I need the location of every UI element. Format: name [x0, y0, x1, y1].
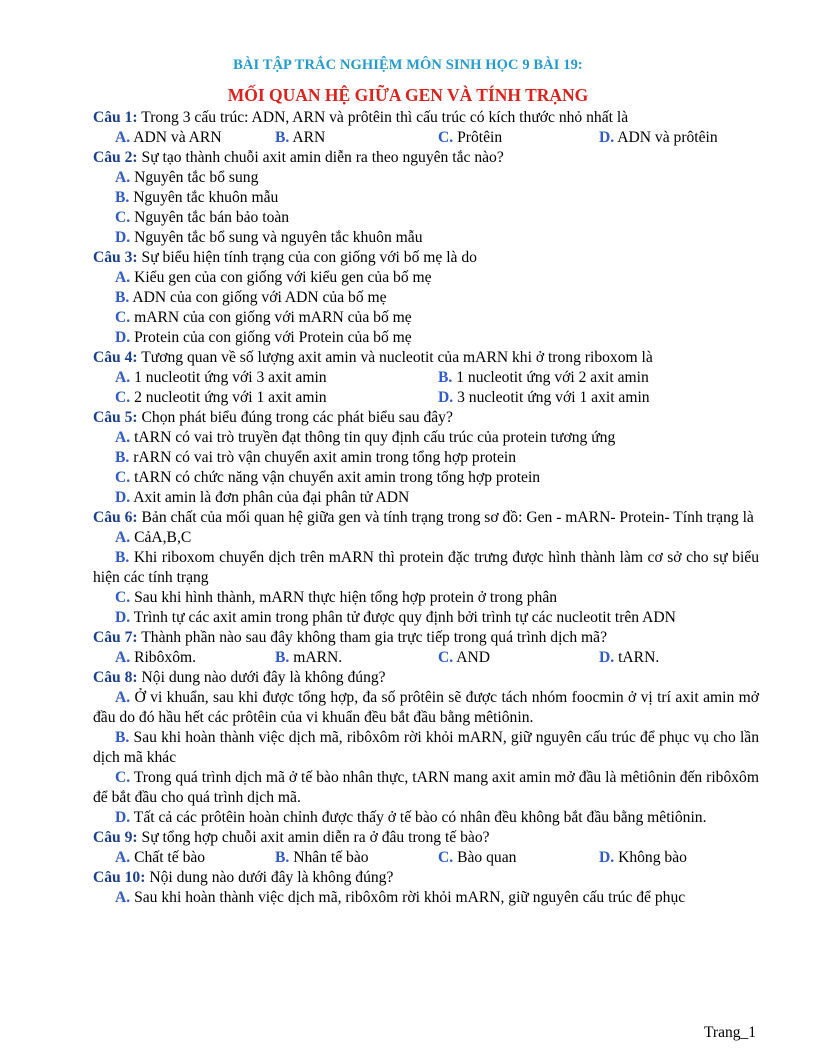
option-text: ADN và prôtêin — [617, 129, 718, 146]
option-letter: B. — [115, 549, 130, 566]
option-row — [93, 388, 759, 408]
option-text: Không bào — [618, 849, 687, 866]
option-text: AND — [456, 649, 491, 666]
option-d[interactable] — [599, 648, 659, 668]
option-row — [93, 128, 759, 148]
option-letter: A. — [115, 849, 131, 866]
option-text: Sau khi hoàn thành việc dịch mã, ribôxôm rời khỏi mARN, giữ nguyên cấu trúc để phục vụ cho lần dịch mã khác — [93, 729, 759, 766]
option-a[interactable] — [93, 168, 759, 188]
option-c[interactable] — [438, 648, 599, 668]
question-3 — [93, 248, 759, 268]
option-a[interactable] — [93, 268, 759, 288]
option-text: Ở vi khuẩn, sau khi được tổng hợp, đa số prôtêin sẽ được tách nhóm foocmin ở vị trí axit amin mở đầu do đó hầu hết các prôtêin của vi khuẩn đều bắt đầu bằng mêtiônin. — [93, 689, 759, 726]
document-title: BÀI TẬP TRẮC NGHIỆM MÔN SINH HỌC 9 BÀI 19: — [233, 57, 583, 73]
question-8 — [93, 668, 759, 688]
question-text: Trong 3 cấu trúc: ADN, ARN và prôtêin thì cấu trúc có kích thước nhỏ nhất là — [141, 109, 629, 126]
option-text: Chất tế bào — [134, 849, 206, 866]
option-b[interactable] — [93, 548, 759, 588]
option-text: Sau khi hoàn thành việc dịch mã, ribôxôm rời khỏi mARN, giữ nguyên cấu trúc để phục — [134, 889, 686, 906]
option-letter: D. — [438, 389, 454, 406]
option-text: tARN có chức năng vận chuyển axit amin trong tổng hợp protein — [134, 469, 541, 486]
option-letter: D. — [115, 229, 131, 246]
option-text: ARN — [292, 129, 326, 146]
option-d[interactable] — [93, 608, 759, 628]
question-number: Câu 10: — [93, 869, 146, 886]
option-text: mARN. — [293, 649, 343, 666]
option-text: 1 nucleotit ứng với 3 axit amin — [134, 369, 327, 386]
option-d[interactable] — [599, 848, 687, 868]
option-letter: B. — [275, 849, 290, 866]
option-letter: B. — [115, 289, 130, 306]
option-letter: A. — [115, 429, 131, 446]
question-4 — [93, 348, 759, 368]
question-list — [93, 108, 759, 908]
option-b[interactable] — [275, 648, 438, 668]
question-10 — [93, 868, 759, 888]
option-letter: A. — [115, 689, 131, 706]
option-d[interactable] — [93, 228, 759, 248]
option-c[interactable] — [115, 388, 438, 408]
option-d[interactable] — [93, 328, 759, 348]
option-a[interactable] — [115, 368, 438, 388]
question-7 — [93, 628, 759, 648]
question-number: Câu 2: — [93, 149, 138, 166]
option-d[interactable] — [599, 128, 718, 148]
option-b[interactable] — [93, 448, 759, 468]
option-row — [93, 368, 759, 388]
option-c[interactable] — [93, 308, 759, 328]
option-text: Nhân tế bào — [293, 849, 369, 866]
option-letter: D. — [115, 489, 131, 506]
option-a[interactable] — [93, 428, 759, 448]
option-d[interactable] — [93, 488, 759, 508]
option-text: CảA,B,C — [134, 529, 192, 546]
question-text: Nội dung nào dưới đây là không đúng? — [149, 869, 394, 886]
option-c[interactable] — [438, 128, 599, 148]
option-a[interactable] — [115, 848, 275, 868]
question-number: Câu 8: — [93, 669, 138, 686]
option-text: Protein của con giống với Protein của bố mẹ — [134, 329, 412, 346]
option-text: Sau khi hình thành, mARN thực hiện tổng hợp protein ở trong phân — [134, 589, 558, 606]
option-text: Prôtêin — [457, 129, 503, 146]
question-2 — [93, 148, 759, 168]
option-c[interactable] — [93, 768, 759, 808]
question-text: Sự tạo thành chuỗi axit amin diễn ra theo nguyên tắc nào? — [141, 149, 504, 166]
option-a[interactable] — [93, 688, 759, 728]
option-a[interactable] — [115, 648, 275, 668]
option-text: mARN của con giống với mARN của bố mẹ — [134, 309, 412, 326]
question-6 — [93, 508, 759, 528]
option-letter: A. — [115, 529, 131, 546]
option-d[interactable] — [438, 388, 650, 408]
option-text: Khi riboxom chuyển dịch trên mARN thì protein đặc trưng được hình thành làm cơ sở cho sự biểu hiện các tính trạng — [93, 549, 759, 586]
option-letter: A. — [115, 269, 131, 286]
option-letter: B. — [275, 649, 290, 666]
option-text: Trong quá trình dịch mã ở tế bào nhân thực, tARN mang axit amin mở đầu là mêtiônin đến ribôxôm để bắt đầu cho quá trình dịch mã. — [93, 769, 759, 806]
option-b[interactable] — [93, 288, 759, 308]
option-c[interactable] — [93, 208, 759, 228]
option-c[interactable] — [93, 468, 759, 488]
question-number: Câu 5: — [93, 409, 138, 426]
option-d[interactable] — [93, 808, 759, 828]
option-a[interactable] — [93, 888, 759, 908]
option-b[interactable] — [438, 368, 649, 388]
option-text: Bào quan — [457, 849, 517, 866]
option-a[interactable] — [93, 528, 759, 548]
option-text: ADN và ARN — [133, 129, 222, 146]
option-letter: C. — [115, 389, 131, 406]
option-letter: C. — [115, 769, 131, 786]
option-text: Axit amin là đơn phân của đại phân tử ADN — [133, 489, 410, 506]
option-text: 2 nucleotit ứng với 1 axit amin — [134, 389, 327, 406]
question-text: Tương quan về số lượng axit amin và nucleotit của mARN khi ở trong riboxom là — [141, 349, 653, 366]
option-text: Nguyên tắc bổ sung — [134, 169, 259, 186]
option-letter: C. — [115, 209, 131, 226]
option-letter: D. — [599, 849, 615, 866]
option-letter: D. — [115, 609, 131, 626]
option-letter: B. — [115, 449, 130, 466]
question-text: Thành phần nào sau đây không tham gia trực tiếp trong quá trình dịch mã? — [141, 629, 607, 646]
option-text: Nguyên tắc bổ sung và nguyên tắc khuôn mẫu — [134, 229, 423, 246]
question-text: Bản chất của mối quan hệ giữa gen và tính trạng trong sơ đồ: Gen - mARN- Protein- Tính trạng là — [141, 509, 754, 526]
option-letter: B. — [115, 729, 130, 746]
option-text: Tất cả các prôtêin hoàn chỉnh được thấy ở tế bào có nhân đều không bắt đầu bằng mêtiônin. — [133, 809, 707, 826]
document-subtitle: MỐI QUAN HỆ GIỮA GEN VÀ TÍNH TRẠNG — [227, 85, 589, 105]
option-a[interactable] — [115, 128, 275, 148]
question-number: Câu 9: — [93, 829, 138, 846]
option-c[interactable] — [93, 588, 759, 608]
option-letter: D. — [115, 809, 131, 826]
option-c[interactable] — [438, 848, 599, 868]
option-row — [93, 648, 759, 668]
option-letter: A. — [115, 369, 131, 386]
question-9 — [93, 828, 759, 848]
option-text: Nguyên tắc bán bảo toàn — [134, 209, 290, 226]
question-text: Nội dung nào dưới đây là không đúng? — [141, 669, 386, 686]
question-number: Câu 3: — [93, 249, 138, 266]
option-text: Kiểu gen của con giống với kiểu gen của bố mẹ — [134, 269, 432, 286]
option-letter: A. — [115, 169, 131, 186]
option-letter: D. — [599, 129, 615, 146]
option-text: tARN. — [618, 649, 660, 666]
option-letter: B. — [115, 189, 130, 206]
option-letter: D. — [599, 649, 615, 666]
option-letter: C. — [438, 649, 454, 666]
option-text: Trình tự các axit amin trong phân tử được quy định bởi trình tự các nucleotit trên ADN — [133, 609, 676, 626]
question-text: Sự biểu hiện tính trạng của con giống với bố mẹ là do — [141, 249, 477, 266]
option-letter: C. — [438, 129, 454, 146]
option-text: ADN của con giống với ADN của bố mẹ — [132, 289, 387, 306]
option-letter: A. — [115, 649, 131, 666]
option-letter: B. — [275, 129, 290, 146]
option-row — [93, 848, 759, 868]
question-number: Câu 7: — [93, 629, 138, 646]
option-text: 3 nucleotit ứng với 1 axit amin — [457, 389, 650, 406]
option-letter: C. — [115, 469, 131, 486]
option-letter: C. — [115, 589, 131, 606]
question-number: Câu 1: — [93, 109, 138, 126]
option-text: tARN có vai trò truyền đạt thông tin quy định cấu trúc của protein tương ứng — [134, 429, 616, 446]
option-text: 1 nucleotit ứng với 2 axit amin — [456, 369, 649, 386]
question-number: Câu 6: — [93, 509, 138, 526]
option-letter: B. — [438, 369, 453, 386]
option-letter: C. — [115, 309, 131, 326]
option-letter: C. — [438, 849, 454, 866]
question-5 — [93, 408, 759, 428]
option-text: Nguyên tắc khuôn mẫu — [133, 189, 279, 206]
page-number: Trang_1 — [704, 1024, 756, 1041]
option-letter: D. — [115, 329, 131, 346]
question-1 — [93, 108, 759, 128]
question-text: Chọn phát biểu đúng trong các phát biểu sau đây? — [141, 409, 453, 426]
question-text: Sự tổng hợp chuỗi axit amin diễn ra ở đâu trong tế bào? — [141, 829, 490, 846]
option-letter: A. — [115, 889, 131, 906]
question-number: Câu 4: — [93, 349, 138, 366]
option-b[interactable] — [93, 728, 759, 768]
option-letter: A. — [115, 129, 131, 146]
option-text: rARN có vai trò vận chuyển axit amin trong tổng hợp protein — [133, 449, 517, 466]
option-b[interactable] — [93, 188, 759, 208]
option-b[interactable] — [275, 848, 438, 868]
option-b[interactable] — [275, 128, 438, 148]
option-text: Ribôxôm. — [134, 649, 197, 666]
